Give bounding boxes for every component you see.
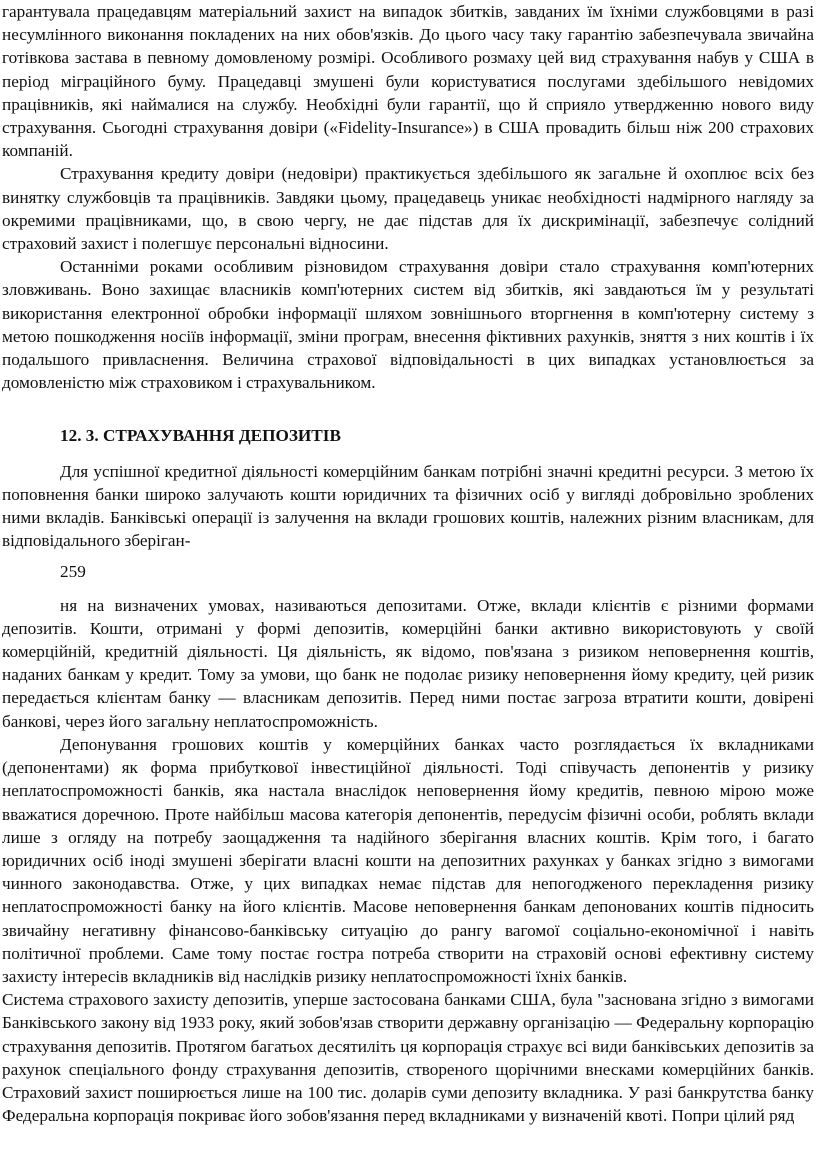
section-heading: 12. 3. СТРАХУВАННЯ ДЕПОЗИТІВ [60,426,341,446]
page-number: 259 [60,562,86,582]
paragraph-depositing: Депонування грошових коштів у комерційних банках часто розглядається їх вкладниками (депонентами) як форма прибуткової інвестиційної діяльності. Тоді співучасть депонентів у ризику неплатоспроможності банків, яка настала внаслідок неповернення йому кредитів, певною мірою може вважатися доречною. Проте найбільш масова категорія депонентів, передусім фізичні особи, роблять вклади лише з огляду на потребу заощадження та надійного зберігання власних коштів. Крім того, і багато юридичних осіб іноді змушені зберігати власні кошти на депозитних рахунках у банках згідно з вимогами чинного законодавства. Отже, у цих випадках немає підстав для непогодженого перекладення ризику неплатоспроможності банку на його клієнтів. Масове неповернення банкам депонованих коштів підносить звичайну негативну фінансово-банківську ситуацію до рангу вагомої соціально-економічної і навіть політичної проблеми. Саме тому постає гостра потреба створити на страховій основі ефективну систему захисту інтересів вкладників від наслідків ризику неплатоспроможності їхніх банків. [2,734,814,986]
paragraph-deposits-definition: ня на визначених умовах, називаються депозитами. Отже, вклади клієнтів є різними формами депозитів. Кошти, отримані у формі депозитів, комерційні банки активно використовують у своїй комерційній, кредитній діяльності. Ця діяльність, як відомо, пов'язана з ризиком неповернення коштів, наданих банкам у кредит. Тому за умови, що банк не подолає ризику неповернення йому кредиту, цей ризик передається клієнтам банку — власникам депозитів. Перед ними постає загроза втратити кошти, довірені банкові, через його загальну неплатоспроможність. [2,595,814,731]
paragraph-credit-resources: Для успішної кредитної діяльності комерційним банкам потрібні значні кредитні ресурси. З метою їх поповнення банки широко залучають кошти юридичних та фізичних осіб у вигляді добровільно зроблених ними вкладів. Банківські операції із залучення на вклади грошових коштів, належних різним власникам, для відповідального зберіган- [2,461,814,551]
paragraph-credit-trust: Страхування кредиту довіри (недовіри) практикується здебільшого як загальне й охоплює всіх без винятку службовців та працівників. Завдяки цьому, працедавець уникає необхідності надмірного нагляду за окремими працівниками, що, в свою чергу, не дає підстав для їх дискримінації, забезпечує солідний страховий захист і полегшує персональні відносини. [2,164,814,254]
paragraph-deposit-insurance-system: Система страхового захисту депозитів, уперше застосована банками США, була "заснована згідно з вимогами Банківського закону від 1933 року, який зобов'язав створити державну організацію — Федеральну корпорацію страхування депозитів. Протягом багатьох десятиліть ця корпорація страхує всі види банківських депозитів за рахунок спеціального фонду страхування депозитів, створеного щорічними внесками комерційних банків. Страховий захист поширюється лише на 100 тис. доларів суми депозиту вкладника. У разі банкрутства банку Федеральна корпорація покриває його зобов'язання перед вкладниками у визначеній квоті. Попри цілий ряд [2,990,814,1126]
paragraph-computer-abuse: Останніми роками особливим різновидом страхування довіри стало страхування комп'ютерних зловживань. Воно захищає власників комп'ютерних систем від збитків, які завдаються їм у результаті використання електронної обробки інформації шляхом зовнішнього вторгнення в комп'ютерну систему з метою пошкодження носіїв інформації, зміни програм, внесення фіктивних рахунків, зняття з них коштів і їх подальшого привласнення. Величина страхової відповідальності в цих випадках установлюється за домовленістю між страховиком і страхувальником. [2,257,814,393]
paragraph-fidelity-history: гарантувала працедавцям матеріальний захист на випадок збитків, завданих їм їхніми службовцями в разі несумлінного виконання покладених на них обов'язків. До цього часу таку гарантію забезпечувала звичайна готівкова застава в певному домовленому розмірі. Особливого розмаху цей вид страхування набув у США в період міграційного буму. Працедавці змушені були користуватися послугами здебільшого невідомих працівників, які наймалися на службу. Необхідні були гарантії, що й сприяло утвердженню нового виду страхування. Сьогодні страхування довіри («Fidelity-Insurance») в США провадить більш ніж 200 страхових компаній. [2,2,814,161]
